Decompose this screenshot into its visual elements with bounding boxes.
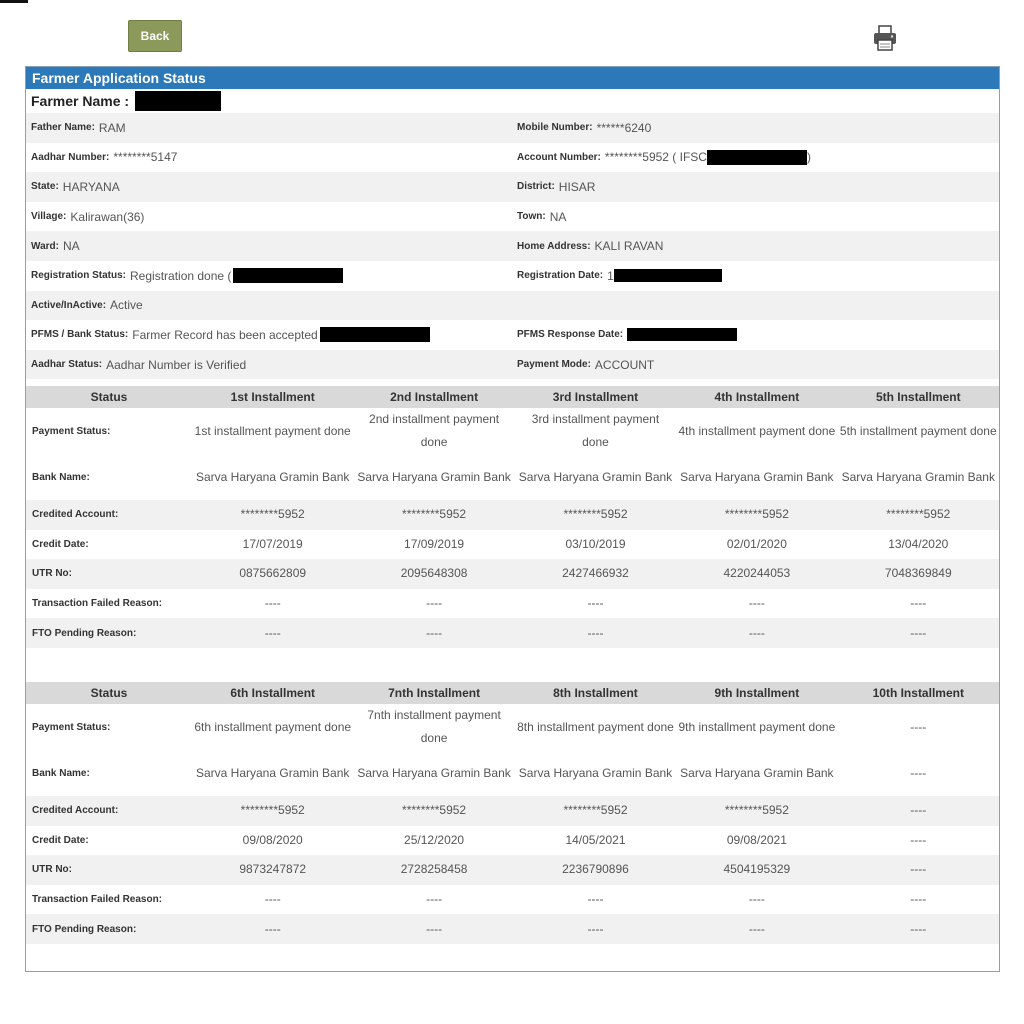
table-cell: ********5952 xyxy=(192,500,353,530)
table-cell: ---- xyxy=(910,832,927,847)
table-cell: Sarva Haryana Gramin Bank xyxy=(680,469,834,484)
fto-reason-row xyxy=(26,618,999,648)
registration-status-field xyxy=(26,268,512,283)
row-label: FTO Pending Reason: xyxy=(26,914,192,944)
aadhar-status-field xyxy=(26,358,512,372)
farmer-name-label: Farmer Name : xyxy=(31,93,130,109)
aadhar-number-label: Aadhar Number: xyxy=(31,151,110,163)
pfms-response-date-field xyxy=(512,328,998,341)
redacted-registration-date xyxy=(614,269,722,282)
state-value: HARYANA xyxy=(62,179,120,194)
table-cell: ---- xyxy=(748,892,765,907)
table-cell: Sarva Haryana Gramin Bank xyxy=(518,765,673,780)
panel-title: Farmer Application Status xyxy=(26,67,999,89)
pfms-status-field xyxy=(26,327,512,342)
corner-mark xyxy=(0,0,28,3)
town-label: Town: xyxy=(517,211,546,223)
table-cell: ---- xyxy=(676,914,837,944)
table-cell: 0875662809 xyxy=(192,559,353,589)
table-cell: ---- xyxy=(748,596,765,611)
status-header: Status xyxy=(26,386,192,408)
table-cell: 09/08/2020 xyxy=(242,832,303,847)
pfms-status-value: Farmer Record has been accepted xyxy=(132,327,318,342)
row-label: Payment Status: xyxy=(32,721,111,733)
row-label: Credited Account: xyxy=(26,500,192,530)
table-cell: ********5952 xyxy=(515,796,676,826)
row-label: Credited Account: xyxy=(26,796,192,826)
table-cell: Sarva Haryana Gramin Bank xyxy=(518,469,673,484)
registration-status-label: Registration Status: xyxy=(31,270,127,282)
installment-table-2 xyxy=(26,682,999,944)
state-field xyxy=(26,180,512,194)
active-status-label: Active/InActive: xyxy=(31,299,107,311)
table-cell: ---- xyxy=(910,596,927,611)
row-label: Credit Date: xyxy=(32,834,89,846)
table-header-row xyxy=(26,386,999,408)
table-cell: 4504195329 xyxy=(676,855,837,885)
aadhar-number-field xyxy=(26,150,512,164)
printer-icon[interactable] xyxy=(872,24,898,52)
table-cell: ---- xyxy=(676,618,837,648)
table-cell: ---- xyxy=(587,892,604,907)
table-cell: 03/10/2019 xyxy=(565,536,626,551)
back-button[interactable]: Back xyxy=(128,20,182,52)
credit-date-row xyxy=(26,826,999,856)
credited-account-row xyxy=(26,796,999,826)
table-cell: ---- xyxy=(515,914,676,944)
payment-mode-field xyxy=(512,358,998,372)
table-cell: ********5952 xyxy=(353,500,514,530)
village-label: Village: xyxy=(31,211,67,223)
table-cell: ---- xyxy=(515,618,676,648)
mobile-number-label: Mobile Number: xyxy=(517,122,593,134)
table-cell: ---- xyxy=(426,596,443,611)
home-address-field xyxy=(512,239,998,253)
table-cell: 4220244053 xyxy=(676,559,837,589)
credit-date-row xyxy=(26,530,999,560)
table-cell: 5th installment payment done xyxy=(839,423,997,438)
table-cell: 7048369849 xyxy=(838,559,999,589)
table-cell: ---- xyxy=(838,914,999,944)
account-number-field xyxy=(512,150,998,165)
table-cell: 6th installment payment done xyxy=(194,719,352,734)
account-number-value: ********5952 ( IFSC xyxy=(604,150,707,165)
table-cell: 2427466932 xyxy=(515,559,676,589)
registration-date-label: Registration Date: xyxy=(517,270,604,282)
info-row xyxy=(26,231,999,261)
installment-header: 4th Installment xyxy=(676,386,837,408)
table-cell: ********5952 xyxy=(838,500,999,530)
active-status-value: Active xyxy=(110,298,143,313)
table-cell: ********5952 xyxy=(192,796,353,826)
table-cell: 1st installment payment done xyxy=(194,423,351,438)
farmer-status-panel xyxy=(25,66,1000,972)
table-cell: ********5952 xyxy=(515,500,676,530)
table-cell: 2236790896 xyxy=(515,855,676,885)
table-cell: ---- xyxy=(353,618,514,648)
registration-date-field xyxy=(512,269,998,283)
installment-header: 9th Installment xyxy=(676,682,837,704)
payment-status-row xyxy=(26,704,999,750)
table-cell: ---- xyxy=(192,914,353,944)
account-number-suffix: ) xyxy=(806,150,811,165)
account-number-label: Account Number: xyxy=(517,151,601,163)
info-row xyxy=(26,291,999,321)
town-value: NA xyxy=(549,209,567,224)
table-cell: ---- xyxy=(838,796,999,826)
district-label: District: xyxy=(517,181,555,193)
table-cell: ---- xyxy=(426,892,443,907)
table-cell: 3rd installment payment done xyxy=(531,412,660,449)
installment-header: 1st Installment xyxy=(192,386,353,408)
father-name-label: Father Name: xyxy=(31,122,95,134)
table-cell: ---- xyxy=(587,596,604,611)
redacted-ifsc xyxy=(707,150,807,165)
utr-row xyxy=(26,559,999,589)
table-cell: 14/05/2021 xyxy=(565,832,626,847)
bank-name-row xyxy=(26,750,999,796)
father-name-field xyxy=(26,121,512,135)
home-address-label: Home Address: xyxy=(517,240,591,252)
fto-reason-row xyxy=(26,914,999,944)
village-value: Kalirawan(36) xyxy=(70,209,145,224)
utr-row xyxy=(26,855,999,885)
payment-mode-label: Payment Mode: xyxy=(517,359,591,371)
registration-status-value: Registration done ( xyxy=(130,268,232,283)
info-row xyxy=(26,320,999,350)
table-cell: 13/04/2020 xyxy=(888,536,949,551)
table-cell: ********5952 xyxy=(676,500,837,530)
table-cell: Sarva Haryana Gramin Bank xyxy=(680,765,834,780)
table-cell: 2728258458 xyxy=(353,855,514,885)
table-cell: 9th installment payment done xyxy=(678,719,836,734)
mobile-number-value: ******6240 xyxy=(596,120,652,135)
ward-value: NA xyxy=(62,239,80,254)
redacted-pfms-detail xyxy=(320,327,430,342)
payment-mode-value: ACCOUNT xyxy=(594,357,655,372)
table-cell: ---- xyxy=(353,914,514,944)
row-label: FTO Pending Reason: xyxy=(26,618,192,648)
home-address-value: KALI RAVAN xyxy=(594,239,664,254)
district-field xyxy=(512,180,998,194)
redacted-registration-id xyxy=(233,268,343,283)
registration-date-value: 1 xyxy=(607,268,614,283)
table-cell: ********5952 xyxy=(353,796,514,826)
failed-reason-row xyxy=(26,885,999,915)
farmer-info-grid xyxy=(26,113,999,379)
aadhar-status-label: Aadhar Status: xyxy=(31,359,103,371)
ward-label: Ward: xyxy=(31,240,59,252)
installment-header: 8th Installment xyxy=(515,682,676,704)
table-cell: 4th installment payment done xyxy=(678,423,836,438)
aadhar-status-value: Aadhar Number is Verified xyxy=(106,357,247,372)
town-field xyxy=(512,210,998,224)
row-label: UTR No: xyxy=(26,559,192,589)
installment-header: 5th Installment xyxy=(838,386,999,408)
table-cell: 9873247872 xyxy=(192,855,353,885)
table-cell: 8th installment payment done xyxy=(517,719,674,734)
table-cell: 09/08/2021 xyxy=(726,832,787,847)
table-cell: Sarva Haryana Gramin Bank xyxy=(195,765,350,780)
table-cell: Sarva Haryana Gramin Bank xyxy=(357,765,511,780)
table-cell: 02/01/2020 xyxy=(726,536,787,551)
table-cell: ---- xyxy=(838,855,999,885)
row-label: Transaction Failed Reason: xyxy=(32,598,163,610)
info-row xyxy=(26,261,999,291)
credited-account-row xyxy=(26,500,999,530)
table-cell: Sarva Haryana Gramin Bank xyxy=(841,469,995,484)
pfms-response-date-label: PFMS Response Date: xyxy=(517,329,624,341)
installment-header: 3rd Installment xyxy=(515,386,676,408)
table-header-row xyxy=(26,682,999,704)
installment-header: 2nd Installment xyxy=(353,386,514,408)
table-cell: ********5952 xyxy=(676,796,837,826)
table-cell: ---- xyxy=(838,618,999,648)
pfms-status-label: PFMS / Bank Status: xyxy=(31,329,129,341)
info-row xyxy=(26,202,999,232)
table-cell: 25/12/2020 xyxy=(404,832,465,847)
row-label: Credit Date: xyxy=(32,538,89,550)
table-cell: ---- xyxy=(264,596,281,611)
installment-table-1 xyxy=(26,386,999,648)
table-cell: ---- xyxy=(910,765,927,780)
installment-header: 6th Installment xyxy=(192,682,353,704)
table-cell: ---- xyxy=(910,892,927,907)
row-label: Bank Name: xyxy=(32,767,90,779)
info-row xyxy=(26,143,999,173)
table-cell: Sarva Haryana Gramin Bank xyxy=(195,469,350,484)
table-cell: 2nd installment payment done xyxy=(369,412,500,449)
table-cell: 17/07/2019 xyxy=(242,536,303,551)
table-cell: ---- xyxy=(264,892,281,907)
aadhar-number-value: ********5147 xyxy=(113,150,178,165)
info-row xyxy=(26,113,999,143)
table-cell: 7nth installment payment done xyxy=(367,708,501,745)
row-label: Bank Name: xyxy=(32,471,90,483)
father-name-value: RAM xyxy=(98,120,126,135)
row-label: UTR No: xyxy=(26,855,192,885)
status-header: Status xyxy=(26,682,192,704)
redacted-pfms-date xyxy=(627,328,737,341)
mobile-number-field xyxy=(512,121,998,135)
bank-name-row xyxy=(26,454,999,500)
row-label: Transaction Failed Reason: xyxy=(32,894,163,906)
info-row xyxy=(26,350,999,380)
table-cell: ---- xyxy=(192,618,353,648)
table-cell: 2095648308 xyxy=(353,559,514,589)
row-label: Payment Status: xyxy=(32,425,111,437)
payment-status-row xyxy=(26,408,999,454)
info-row xyxy=(26,172,999,202)
installment-header: 7nth Installment xyxy=(353,682,514,704)
table-cell: ---- xyxy=(910,719,927,734)
ward-field xyxy=(26,239,512,253)
district-value: HISAR xyxy=(558,179,596,194)
state-label: State: xyxy=(31,181,59,193)
active-status-field xyxy=(26,298,512,312)
table-cell: Sarva Haryana Gramin Bank xyxy=(357,469,511,484)
table-cell: 17/09/2019 xyxy=(404,536,465,551)
failed-reason-row xyxy=(26,589,999,619)
installment-header: 10th Installment xyxy=(838,682,999,704)
redacted-farmer-name xyxy=(135,91,221,111)
farmer-name-row xyxy=(26,89,999,113)
village-field xyxy=(26,210,512,224)
